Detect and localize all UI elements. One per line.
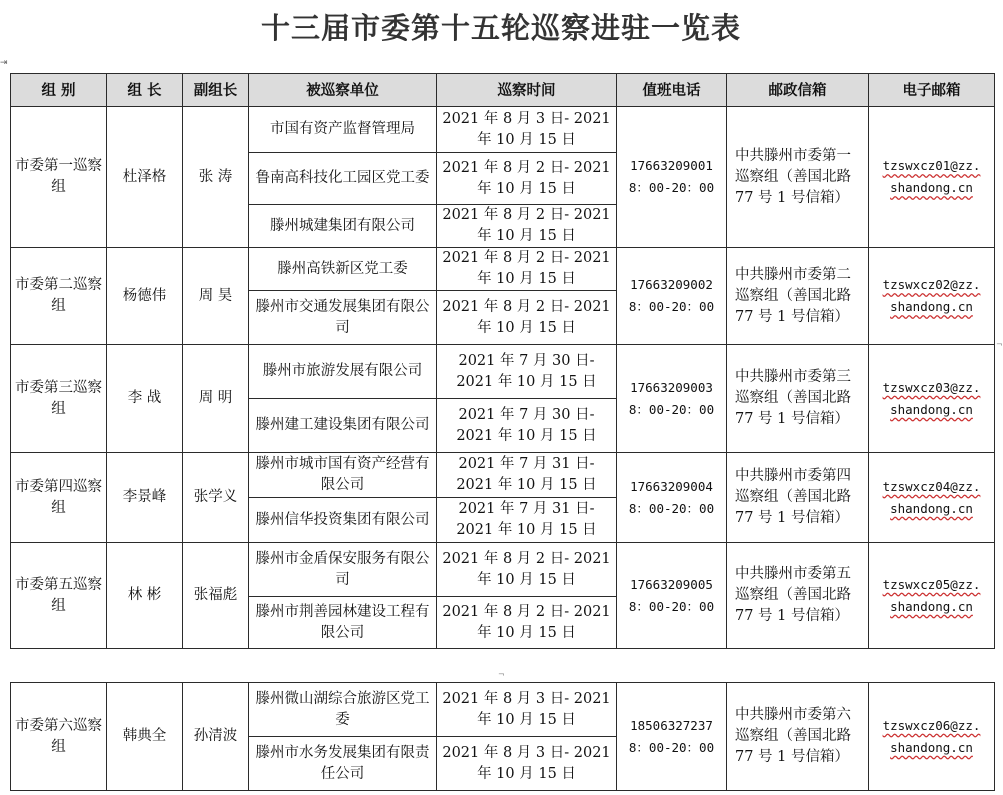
group-name-cell: 市委第四巡察组: [11, 453, 107, 543]
duty-hours: 8：00-20：00: [628, 401, 715, 417]
group-name-cell: 市委第三巡察组: [11, 345, 107, 453]
email-link-a[interactable]: tzswxcz04@zz.: [882, 478, 981, 494]
email-link-b[interactable]: shandong.cn: [890, 598, 973, 614]
table-row: [11, 345, 995, 399]
leader-cell: 李景峰: [107, 453, 183, 543]
mailbox-cell: 中共滕州市委第一巡察组（善国北路 77 号 1 号信箱）: [727, 107, 869, 248]
unit-cell: 滕州城建集团有限公司: [249, 205, 437, 248]
table-row: [11, 543, 995, 597]
deputy-cell: 张学义: [183, 453, 249, 543]
mailbox-cell: 中共滕州市委第三巡察组（善国北路 77 号 1 号信箱）: [727, 345, 869, 453]
inspection-table-continued: [10, 682, 995, 791]
time-cell: 2021 年 7 月 30 日- 2021 年 10 月 15 日: [437, 345, 617, 399]
deputy-cell: 张 涛: [183, 107, 249, 248]
time-cell: 2021 年 8 月 2 日- 2021 年 10 月 15 日: [437, 248, 617, 291]
phone-number: 17663209001: [630, 158, 713, 173]
table-move-handle-icon[interactable]: ⇥: [0, 58, 8, 68]
inspection-table: [10, 73, 995, 649]
phone-cell: [617, 345, 727, 453]
duty-hours: 8：00-20：00: [628, 739, 715, 755]
time-cell: 2021 年 8 月 2 日- 2021 年 10 月 15 日: [437, 153, 617, 205]
email-cell: [869, 248, 995, 345]
email-cell: [869, 543, 995, 649]
unit-cell: 滕州市水务发展集团有限责任公司: [249, 737, 437, 791]
page-title: 十三届市委第十五轮巡察进驻一览表: [260, 11, 741, 45]
unit-cell: 滕州高铁新区党工委: [249, 248, 437, 291]
email-link-a[interactable]: tzswxcz03@zz.: [882, 379, 981, 395]
leader-cell: 杨德伟: [107, 248, 183, 345]
table-row: [11, 107, 995, 153]
deputy-cell: 周 明: [183, 345, 249, 453]
duty-hours: 8：00-20：00: [628, 180, 715, 195]
phone-cell: [617, 107, 727, 248]
header-time: 巡察时间: [437, 74, 617, 107]
unit-cell: 滕州市旅游发展有限公司: [249, 345, 437, 399]
email-link-b[interactable]: shandong.cn: [890, 180, 973, 195]
email-link-b[interactable]: shandong.cn: [890, 401, 973, 417]
mailbox-cell: 中共滕州市委第五巡察组（善国北路 77 号 1 号信箱）: [727, 543, 869, 649]
leader-cell: 韩典全: [107, 683, 183, 791]
header-row: [11, 74, 995, 107]
time-cell: 2021 年 8 月 3 日- 2021 年 10 月 15 日: [437, 683, 617, 737]
mailbox-cell: 中共滕州市委第四巡察组（善国北路 77 号 1 号信箱）: [727, 453, 869, 543]
mailbox-cell: 中共滕州市委第六巡察组（善国北路 77 号 1 号信箱）: [727, 683, 869, 791]
time-cell: 2021 年 8 月 3 日- 2021 年 10 月 15 日: [437, 737, 617, 791]
leader-cell: 杜泽格: [107, 107, 183, 248]
deputy-cell: 周 昊: [183, 248, 249, 345]
email-link-a[interactable]: tzswxcz02@zz.: [882, 277, 981, 292]
header-deputy: 副组长: [183, 74, 249, 107]
group-name-cell: 市委第一巡察组: [11, 107, 107, 248]
time-cell: 2021 年 8 月 2 日- 2021 年 10 月 15 日: [437, 543, 617, 597]
leader-cell: 林 彬: [107, 543, 183, 649]
time-cell: 2021 年 7 月 31 日- 2021 年 10 月 15 日: [437, 498, 617, 543]
group-name-cell: 市委第六巡察组: [11, 683, 107, 791]
time-cell: 2021 年 7 月 30 日- 2021 年 10 月 15 日: [437, 399, 617, 453]
unit-cell: 滕州市荆善园林建设工程有限公司: [249, 597, 437, 649]
header-phone: 值班电话: [617, 74, 727, 107]
phone-number: 17663209002: [630, 277, 713, 292]
email-cell: [869, 345, 995, 453]
phone-number: 18506327237: [630, 717, 713, 733]
phone-cell: [617, 453, 727, 543]
unit-cell: 滕州市金盾保安服务有限公司: [249, 543, 437, 597]
phone-number: 17663209003: [630, 379, 713, 395]
unit-cell: 滕州市城市国有资产经营有限公司: [249, 453, 437, 498]
phone-number: 17663209004: [630, 478, 713, 494]
header-unit: 被巡察单位: [249, 74, 437, 107]
unit-cell: 鲁南高科技化工园区党工委: [249, 153, 437, 205]
time-cell: 2021 年 8 月 2 日- 2021 年 10 月 15 日: [437, 597, 617, 649]
duty-hours: 8：00-20：00: [628, 500, 715, 516]
duty-hours: 8：00-20：00: [628, 299, 715, 314]
email-link-a[interactable]: tzswxcz05@zz.: [882, 576, 981, 592]
mailbox-cell: 中共滕州市委第二巡察组（善国北路 77 号 1 号信箱）: [727, 248, 869, 345]
time-cell: 2021 年 8 月 2 日- 2021 年 10 月 15 日: [437, 205, 617, 248]
email-link-b[interactable]: shandong.cn: [890, 299, 973, 314]
unit-cell: 市国有资产监督管理局: [249, 107, 437, 153]
phone-number: 17663209005: [630, 576, 713, 592]
phone-cell: [617, 683, 727, 791]
phone-cell: [617, 543, 727, 649]
leader-cell: 李 战: [107, 345, 183, 453]
unit-cell: 滕州微山湖综合旅游区党工委: [249, 683, 437, 737]
table-row: [11, 683, 995, 737]
deputy-cell: 孙清波: [183, 683, 249, 791]
email-cell: [869, 683, 995, 791]
email-link-a[interactable]: tzswxcz06@zz.: [882, 717, 981, 733]
header-leader: 组 长: [107, 74, 183, 107]
time-cell: 2021 年 7 月 31 日- 2021 年 10 月 15 日: [437, 453, 617, 498]
email-link-a[interactable]: tzswxcz01@zz.: [882, 158, 981, 173]
group-name-cell: 市委第五巡察组: [11, 543, 107, 649]
table-resize-handle-icon[interactable]: ¬: [996, 340, 1003, 349]
email-link-b[interactable]: shandong.cn: [890, 739, 973, 755]
unit-cell: 滕州市交通发展集团有限公司: [249, 291, 437, 345]
email-cell: [869, 107, 995, 248]
header-email: 电子邮箱: [869, 74, 995, 107]
table-row: [11, 248, 995, 291]
unit-cell: 滕州信华投资集团有限公司: [249, 498, 437, 543]
email-link-b[interactable]: shandong.cn: [890, 500, 973, 516]
time-cell: 2021 年 8 月 2 日- 2021 年 10 月 15 日: [437, 291, 617, 345]
time-cell: 2021 年 8 月 3 日- 2021 年 10 月 15 日: [437, 107, 617, 153]
paragraph-mark-icon: ¬: [498, 670, 505, 679]
group-name-cell: 市委第二巡察组: [11, 248, 107, 345]
table-row: [11, 453, 995, 498]
duty-hours: 8：00-20：00: [628, 598, 715, 614]
header-group: 组 别: [11, 74, 107, 107]
email-cell: [869, 453, 995, 543]
header-mailbox: 邮政信箱: [727, 74, 869, 107]
unit-cell: 滕州建工建设集团有限公司: [249, 399, 437, 453]
deputy-cell: 张福彪: [183, 543, 249, 649]
phone-cell: [617, 248, 727, 345]
